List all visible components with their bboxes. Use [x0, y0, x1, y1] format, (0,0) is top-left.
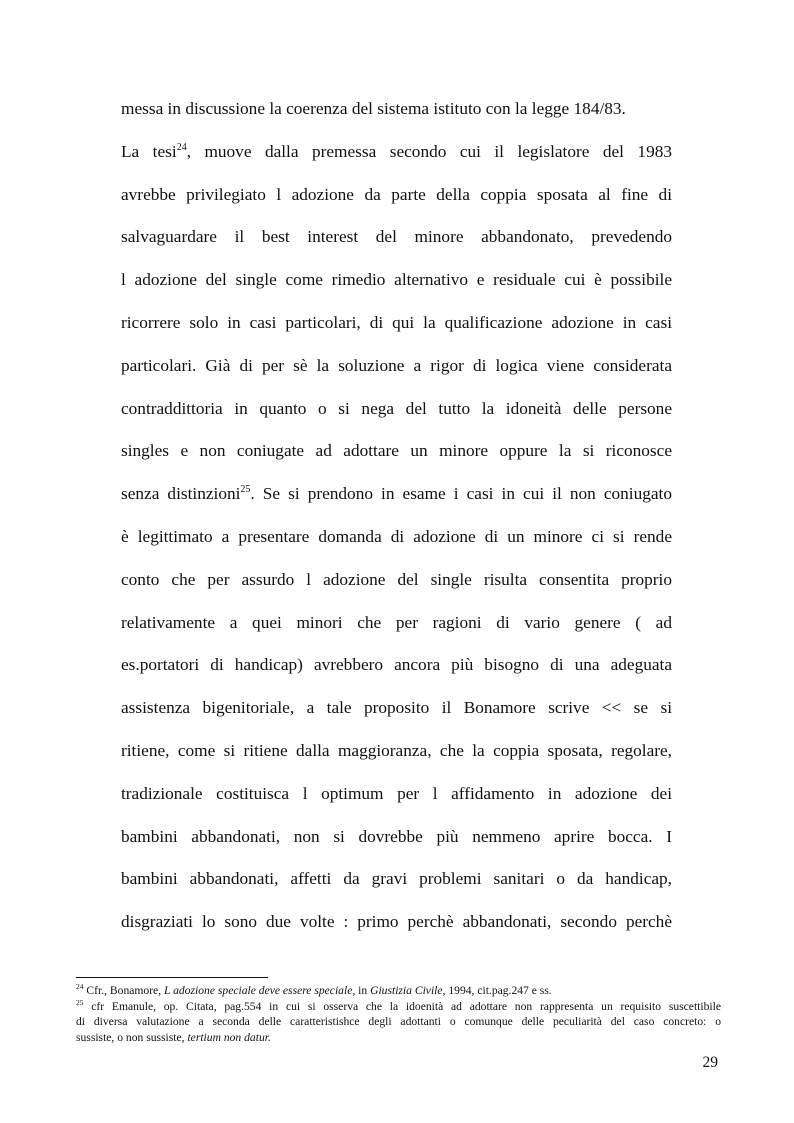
- footnote-number: 25: [76, 997, 84, 1007]
- text-line: tradizionale costituisca l optimum per l affidamento in adozione dei: [121, 783, 672, 803]
- text-line: conto che per assurdo l adozione del single risulta consentita proprio: [121, 569, 672, 589]
- text-line: salvaguardare il best interest del minore abbandonato, prevedendo: [121, 227, 672, 247]
- text-line: ritiene, come si ritiene dalla maggioranza, che la coppia sposata, regolare,: [121, 740, 672, 760]
- text-line: avrebbe privilegiato l adozione da parte della coppia sposata al fine di: [121, 184, 672, 204]
- text-line: bambini abbandonati, affetti da gravi problemi sanitari o da handicap,: [121, 869, 672, 889]
- text-line: La tesi$^{24}$, muove dalla premessa secondo cui il legislatore del 1983: [121, 141, 672, 161]
- text-line: bambini abbandonati, non si dovrebbe più nemmeno aprire bocca. I: [121, 826, 672, 846]
- footnote-ref-24[interactable]: 24: [176, 142, 187, 154]
- text-line: ricorrere solo in casi particolari, di qui la qualificazione adozione in casi: [121, 312, 672, 332]
- footnote-25: $^{25}$ cfr Emanule, op. Citata, pag.554 in cui si osserva che la idoenità ad adottare non rappresenta un requisito suscettibile: [76, 997, 721, 1013]
- body-text: [121, 88, 672, 944]
- text-line: messa in discussione la coerenza del sistema istituto con la legge 184/83.: [121, 99, 626, 118]
- footnote-ref-25[interactable]: 25: [240, 484, 251, 496]
- page-number: 29: [702, 1054, 718, 1071]
- footnotes: [76, 983, 721, 1045]
- footnote-number: 24: [76, 982, 84, 992]
- cited-title: L adozione speciale deve essere speciale,: [164, 984, 356, 997]
- text-line: senza distinzioni$^{25}$. Se si prendono in esame i casi in cui il non coniugato: [121, 484, 672, 504]
- text-line: contraddittoria in quanto o si nega del tutto la idoneità delle persone: [121, 398, 672, 418]
- text-line: disgraziati lo sono due volte : primo perchè abbandonati, secondo perchè: [121, 912, 672, 932]
- text-line: es.portatori di handicap) avrebbero ancora più bisogno di una adeguata: [121, 655, 672, 675]
- latin-phrase: tertium non datur.: [187, 1030, 271, 1044]
- cited-journal: Giustizia Civile: [370, 984, 443, 997]
- footnote-25-end: sussiste, o non sussiste, tertium non datur.: [76, 1030, 271, 1044]
- text-line: assistenza bigenitoriale, a tale proposito il Bonamore scrive << se si: [121, 698, 672, 718]
- text-line: singles e non coniugate ad adottare un minore oppure la si riconosce: [121, 441, 672, 461]
- text-line: particolari. Già di per sè la soluzione a rigor di logica viene considerata: [121, 355, 672, 375]
- footnote-24: $^{24}$ Cfr., Bonamore, L adozione speciale deve essere speciale, in Giustizia Civile, 1994, cit.pag.247 e ss.: [76, 982, 552, 997]
- text-line: è legittimato a presentare domanda di adozione di un minore ci si rende: [121, 526, 672, 546]
- footnote-25-continuation: di diversa valutazione a seconda delle caratteristishce degli adottanti o comunque delle peculiarità del caso concreto: o: [76, 1015, 721, 1029]
- footnote-separator: [76, 977, 268, 978]
- text-line: relativamente a quei minori che per ragioni di vario genere ( ad: [121, 612, 672, 632]
- text-line: l adozione del single come rimedio alternativo e residuale cui è possibile: [121, 270, 672, 290]
